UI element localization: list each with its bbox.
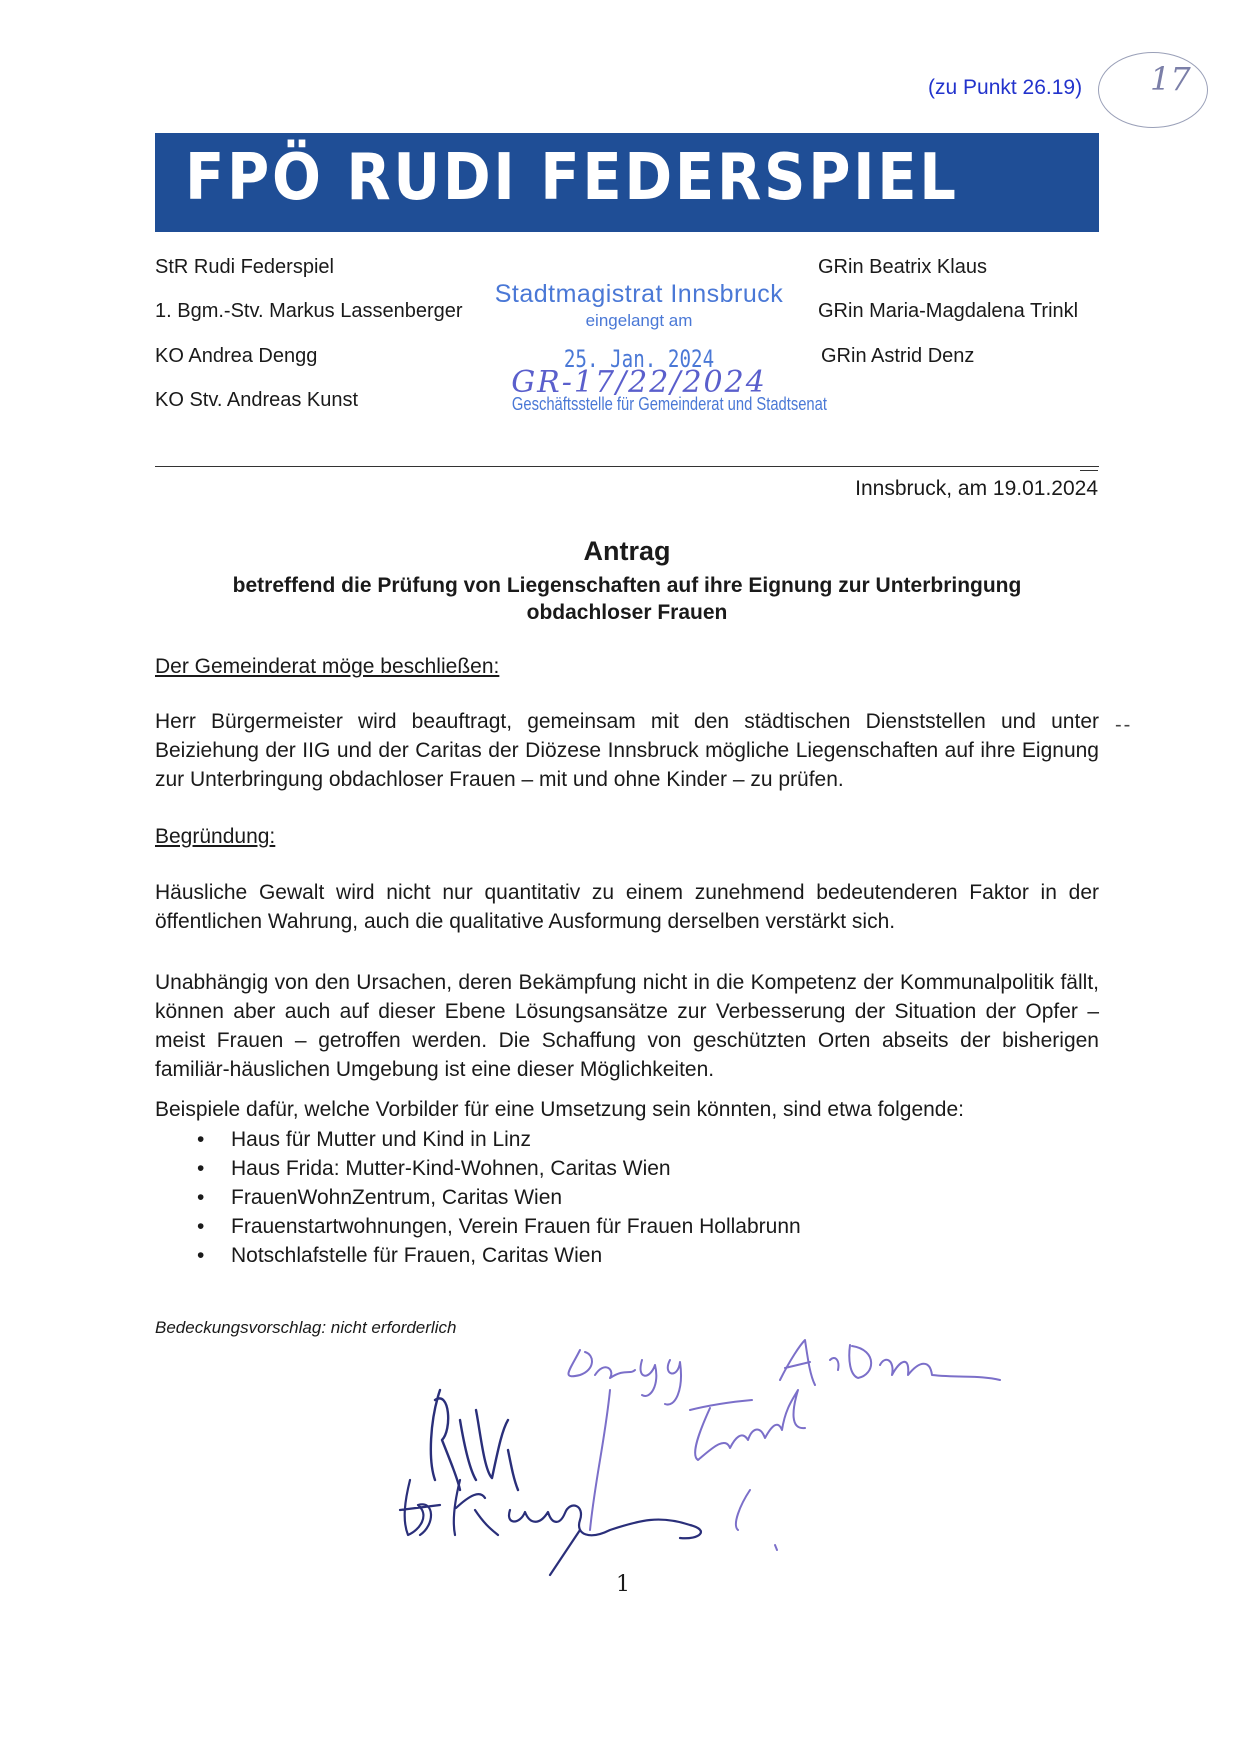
signature-trinkl [690, 1390, 805, 1460]
subtitle-line-2: obdachloser Frauen [526, 601, 728, 624]
banner-title: FPÖ RUDI FEDERSPIEL [185, 141, 959, 215]
bullet-icon: • [197, 1186, 205, 1209]
examples-intro: Beispiele dafür, welche Vorbilder für eine Umsetzung sein könnten, sind etwa folgende: [155, 1098, 964, 1121]
bullet-icon: • [197, 1128, 205, 1151]
stamp-title: Stadtmagistrat Innsbruck [494, 280, 784, 308]
header-divider [155, 466, 1099, 467]
stamp-office: Geschäftsstelle für Gemeinderat und Stadtsenat [511, 394, 827, 414]
signatures [380, 1330, 1140, 1600]
subtitle-line-1: betreffend die Prüfung von Liegenschaften auf ihre Eignung zur Unterbringung [232, 574, 1022, 597]
list-item: • Frauenstartwohnungen, Verein Frauen für Frauen Hollabrunn [155, 1212, 1099, 1241]
signature-denz [780, 1340, 1000, 1385]
list-item: • Haus Frida: Mutter-Kind-Wohnen, Caritas Wien [155, 1154, 1099, 1183]
examples-list [155, 1125, 1099, 1270]
reason-heading: Begründung: [155, 825, 276, 848]
name-left-3: KO Andrea Dengg [155, 345, 318, 367]
name-right-1: GRin Beatrix Klaus [818, 256, 987, 278]
resolution-text: Herr Bürgermeister wird beauftragt, gemeinsam mit den städtischen Dienststellen und unter Beiziehung der IIG und der Caritas der Diözese Innsbruck mögliche Liegenschaften auf ihre Eignung zur Unterbringung obdachloser Frauen – mit und ohne Kinder – zu prüfen. [155, 710, 1099, 791]
list-item: • Haus für Mutter und Kind in Linz [155, 1125, 1099, 1154]
signature-dengg [568, 1350, 681, 1530]
stamp-subtitle: eingelangt am [585, 311, 693, 330]
party-banner [155, 133, 1099, 232]
signature-klaus [400, 1480, 701, 1575]
reason-paragraph-1: Häusliche Gewalt wird nicht nur quantitativ zu einem zunehmend bedeutenderen Faktor in der öffentlichen Wahrung, auch die qualitative Ausformung derselben verstärkt sich. [155, 881, 1099, 933]
document-date: Innsbruck, am 19.01.2024 [855, 477, 1098, 500]
signature-federspiel [431, 1390, 518, 1490]
list-item: • Notschlafstelle für Frauen, Caritas Wien [155, 1241, 1099, 1270]
page-number: 1 [616, 1572, 630, 1597]
reason-paragraph-2: Unabhängig von den Ursachen, deren Bekämpfung nicht in die Kompetenz der Kommunalpolitik fällt, können aber auch auf dieser Ebene Lösungsansätze zur Verbesserung der Situation der Opfer – meist Frauen – getroffen werden. Die Schaffung von geschützten Orten abseits der bisherigen familiär-häuslichen Umgebung ist eine dieser Möglichkeiten. [155, 971, 1099, 1081]
resolution-heading: Der Gemeinderat möge beschließen: [155, 655, 500, 678]
name-left-2: 1. Bgm.-Stv. Markus Lassenberger [155, 300, 463, 322]
circled-number: 17 [1150, 60, 1191, 98]
bullet-icon: • [197, 1157, 205, 1180]
name-left-1: StR Rudi Federspiel [155, 256, 334, 278]
stamp-date: 25. Jan. 2024 [563, 345, 715, 373]
coverage-note: Bedeckungsvorschlag: nicht erforderlich [155, 1318, 457, 1337]
agenda-reference: (zu Punkt 26.19) [928, 76, 1083, 99]
list-item: • FrauenWohnZentrum, Caritas Wien [155, 1183, 1099, 1212]
name-left-4: KO Stv. Andreas Kunst [155, 389, 359, 411]
document-title: Antrag [583, 536, 671, 566]
bullet-icon: • [197, 1244, 205, 1267]
divider-tick [1080, 470, 1098, 471]
name-right-3: GRin Astrid Denz [821, 345, 975, 367]
stamp-file-number: GR-17/22/2024 [511, 365, 767, 400]
margin-mark: -- [1115, 714, 1133, 736]
document-subtitle [155, 572, 1099, 626]
name-right-2: GRin Maria-Magdalena Trinkl [818, 300, 1079, 322]
receipt-stamp [484, 280, 827, 415]
bullet-icon: • [197, 1215, 205, 1238]
